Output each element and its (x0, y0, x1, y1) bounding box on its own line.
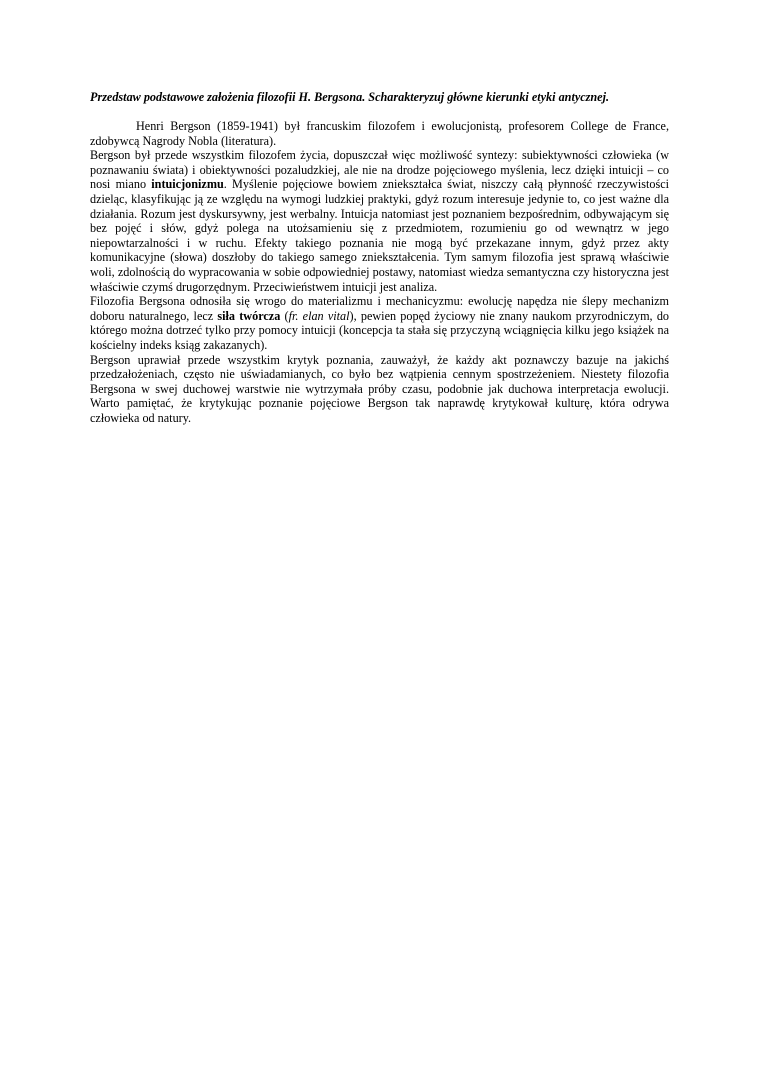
paragraph-intuitionism (90, 148, 669, 294)
paragraph-elan-vital (90, 294, 669, 352)
term-elan-vital: fr. elan vital (288, 308, 350, 323)
document-title: Przedstaw podstawowe założenia filozofii H. Bergsona. Scharakteryzuj główne kierunki etyki antycznej. (90, 90, 610, 104)
paragraph-text: ( (280, 308, 289, 323)
paragraph-text: Filozofia Bergsona odnosiła się wrogo do materializmu i mechanicyzmu: ewolucję napędza nie ślepy mechanizm doboru naturalnego, lecz (90, 294, 669, 323)
paragraph-critique: Bergson uprawiał przede wszystkim krytyk poznania, zauważył, że każdy akt poznawczy bazuje na jakichś przedzałożeniach, często nie uświadamianych, co było bez wątpienia cennym spostrzeżeniem. Niestety filozofia Bergsona w swej duchowej warstwie nie wytrzymała próby czasu, podobnie jak duchowa interpretacja ewolucji. Warto pamiętać, że krytykując poznanie pojęciowe Bergson tak naprawdę krytykował kulturę, która odrywa człowieka od natury. (90, 352, 669, 425)
paragraph-text: ), pewien popęd życiowy nie znany naukom przyrodniczym, do którego można dotrzeć tylko przy pomocy intuicji (koncepcja ta stała się przyczyną wciągnięcia kilku jego książek na kościelny indeks ksiąg zakazanych). (90, 308, 670, 352)
term-intuicjonizm: intuicjonizmu (151, 177, 224, 192)
document-body (90, 90, 669, 425)
paragraph-text: . Myślenie pojęciowe bowiem zniekształca świat, niszczy całą płynność rzeczywistości dzieląc, klasyfikując ją ze względu na wymogi ludzkiej praktyki, gdyż rozum interesuje jedynie to, co jest ważne dla działania. Rozum jest dyskursywny, jest werbalny. Intuicja natomiast jest poznaniem bezpośrednim, odbywającym się bez pojęć i słów, gdyż polega na utożsamieniu się z przedmiotem, rozumieniu go od wewnątrz w jego niepowtarzalności i w ruchu. Efekty takiego poznania nie mogą być przekazane innym, gdyż przez akty komunikacyjne (słowa) doszłoby do takiego samego zniekształcenia. Tym samym filozofia jest sprawą właściwie woli, zdolnością do wypracowania w sobie odpowiedniej postawy, natomiast wiedza semantyczna czy historyczna jest właściwie czymś drugorzędnym. Przeciwieństwem intuicji jest analiza. (90, 177, 669, 294)
term-sila-tworcza: siła twórcza (217, 308, 281, 323)
paragraph-text: Bergson był przede wszystkim filozofem życia, dopuszczał więc możliwość syntezy: subiektywności człowieka (w poznawaniu świata) i obiektywności pozaludzkiej, ale nie na drodze pojęciowego myślenia, lecz dzięki intuicji – co nosi miano (90, 148, 669, 192)
paragraph-intro: Henri Bergson (1859-1941) był francuskim filozofem i ewolucjonistą, profesorem College de France, zdobywcą Nagrody Nobla (literatura). (90, 119, 669, 148)
